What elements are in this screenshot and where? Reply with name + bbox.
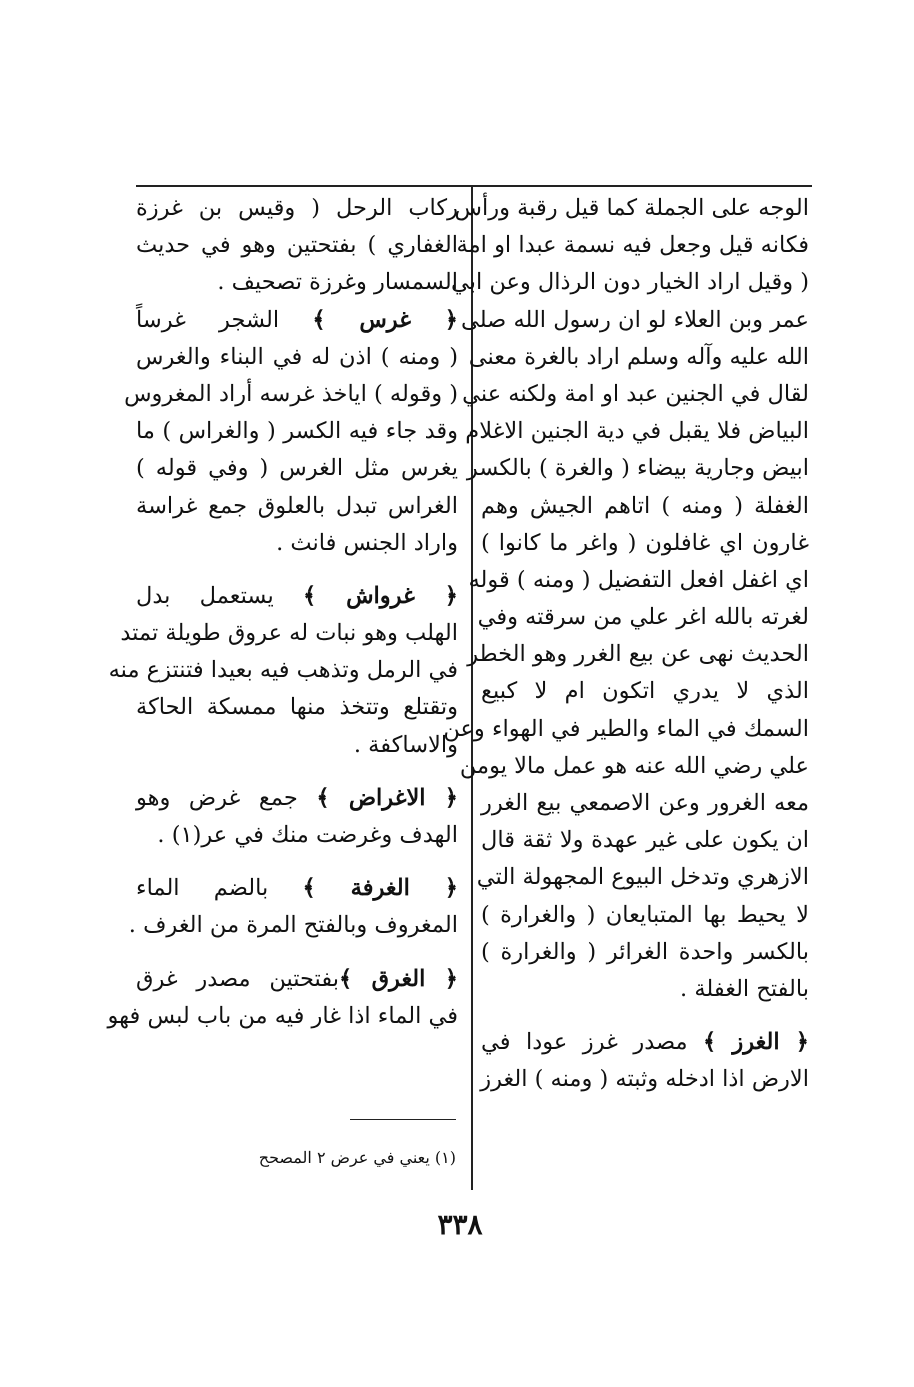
- text-line: اي اغفل افعل التفضيل ( ومنه ) قوله: [468, 566, 809, 593]
- text-line: الغفاري ) بفتحتين وهو في حديث: [136, 232, 458, 259]
- entry-headword: ﴿ الغرفة ﴾: [302, 875, 458, 902]
- text-line: ( وقيل اراد الخيار دون الرذال وعن ابي: [450, 269, 809, 296]
- text-line: البياض فلا يقبل في دية الجنين الاغلام: [465, 418, 809, 445]
- entry-headword: ﴿ غرس ﴾: [312, 306, 458, 333]
- entry-headword: ﴿ غرواش ﴾: [302, 582, 458, 609]
- text-line: الغراس تبدل بالعلوق جمع غراسة: [136, 492, 458, 519]
- text-line: السمسار وغرزة تصحيف .: [217, 269, 458, 296]
- text-line: الحديث نهى عن بيع الغرر وهو الخطر: [467, 641, 809, 668]
- entry-text: بالضم الماء: [136, 875, 303, 902]
- left-column: [107, 190, 458, 1035]
- text-line: الهلب وهو نبات له عروق طويلة تمتد: [120, 620, 458, 647]
- entry-text: مصدر غرز عودا في: [481, 1029, 704, 1056]
- text-line: عمر وبن العلاء لو ان رسول الله صلى: [460, 306, 809, 333]
- text-line: غارون اي غافلون ( واغر ما كانوا ): [481, 529, 809, 556]
- footnote: (١) يعني في عرض ٢ المصحح: [258, 1148, 456, 1167]
- text-line: فكانه قيل وجعل فيه نسمة عبدا او امة: [456, 232, 809, 259]
- entry-text: جمع غرض وهو: [136, 784, 317, 811]
- entry-ghars: [136, 302, 458, 339]
- footnote-rule: [350, 1119, 456, 1120]
- right-column: [443, 190, 809, 1099]
- top-rule: [136, 185, 812, 187]
- text-line: يغرس مثل الغرس ( وفي قوله ): [136, 455, 458, 482]
- entry-ghurz: [481, 1024, 809, 1061]
- text-line: لا يحيط بها المتبايعان ( والغرارة ): [481, 901, 809, 928]
- entry-text: بفتحتين مصدر غرق: [136, 965, 339, 992]
- text-line: علي رضي الله عنه هو عمل مالا يومن: [459, 752, 809, 779]
- text-line: بالفتح الغفلة .: [680, 975, 809, 1002]
- entry-headword: ﴿ الغرق ﴾: [338, 965, 458, 992]
- text-line: لقال في الجنين عبد او امة ولكنه عني: [462, 380, 809, 407]
- text-line: ان يكون على غير عهدة ولا ثقة قال: [481, 827, 809, 854]
- entry-text: يستعمل بدل: [136, 582, 303, 609]
- entry-headword: ﴿ الاغراض ﴾: [316, 784, 458, 811]
- entry-headword: ﴿ الغرز ﴾: [703, 1029, 809, 1056]
- text-line: الذي لا يدري اتكون ام لا كبيع: [481, 678, 809, 705]
- page-number: ٣٣٨: [437, 1208, 483, 1241]
- entry-text: الشجر غرساً: [136, 306, 313, 333]
- text-line: ( ومنه ) اذن له في البناء والغرس: [136, 343, 458, 370]
- text-line: وقد جاء فيه الكسر ( والغراس ) ما: [136, 418, 458, 445]
- text-line: الارض اذا ادخله وثبته ( ومنه ) الغرز: [480, 1066, 809, 1093]
- entry-aghrad: [136, 780, 458, 817]
- text-line: لغرته بالله اغر علي من سرقته وفي: [477, 604, 809, 631]
- text-line: الله عليه وآله وسلم اراد بالغرة معنى: [468, 343, 809, 370]
- entry-ghurwash: [136, 578, 458, 615]
- text-line: معه الغرور وعن الاصمعي بيع الغرر: [481, 790, 809, 816]
- text-line: ركاب الرحل ( وقيس بن غرزة: [136, 195, 458, 221]
- entry-gharq: [136, 961, 458, 998]
- text-line: ابيض وجارية بيضاء ( والغرة ) بالكسر: [466, 455, 809, 482]
- text-line: بالكسر واحدة الغرائر ( والغرارة ): [481, 938, 809, 965]
- text-line: واراد الجنس فانث .: [276, 529, 458, 556]
- text-line: في الرمل وتذهب فيه بعيدا فتنتزع منه: [108, 657, 458, 684]
- text-line: وتقتلع وتتخذ منها ممسكة الحاكة: [136, 694, 458, 721]
- text-line: الغفلة ( ومنه ) اتاهم الجيش وهم: [481, 492, 809, 519]
- text-line: الهدف وغرضت منك في عر(١) .: [157, 822, 458, 848]
- text-line: والاساكفة .: [353, 731, 458, 758]
- text-line: الازهري وتدخل البيوع المجهولة التي: [476, 864, 809, 891]
- entry-ghurfa: [136, 870, 458, 907]
- text-line: الوجه على الجملة كما قيل رقبة ورأس: [454, 195, 809, 221]
- text-line: السمك في الماء والطير في الهواء وعن: [443, 715, 809, 742]
- text-line: المغروف وبالفتح المرة من الغرف .: [128, 912, 458, 939]
- text-line: ( وقوله ) اياخذ غرسه أراد المغروس: [124, 380, 458, 407]
- text-line: في الماء اذا غار فيه من باب لبس فهو: [107, 1002, 458, 1029]
